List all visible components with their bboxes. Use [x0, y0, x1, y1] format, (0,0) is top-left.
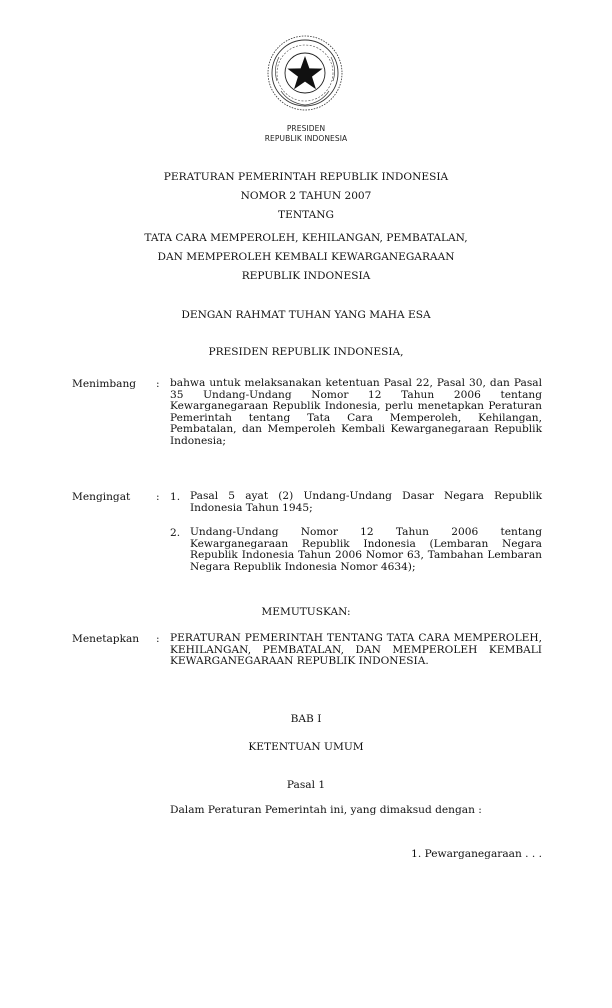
bab-title: KETENTUAN UMUM — [248, 741, 364, 753]
title-line-1: PERATURAN PEMERINTAH REPUBLIK INDONESIA — [163, 171, 449, 183]
menimbang-label: Menimbang — [72, 378, 137, 390]
mengingat-item-2-text: Undang-Undang Nomor 12 Tahun 2006 tentang Kewarganegaraan Republik Indonesia (Lembaran Negara Republik Indonesia Tahun 2006 Nomor 63, Tambahan Lembaran Negara Republik Indonesia Nomor 4634); — [190, 526, 542, 573]
menetapkan-text: PERATURAN PEMERINTAH TENTANG TATA CARA MEMPEROLEH, KEHILANGAN, PEMBATALAN, DAN MEMPEROLEH KEMBALI KEWARGANEGARAAN REPUBLIK INDONESIA. — [170, 632, 542, 668]
memutuskan-heading: MEMUTUSKAN: — [261, 606, 351, 618]
mengingat-label: Mengingat — [72, 491, 131, 503]
garuda-star-emblem — [265, 33, 345, 113]
bab-number: BAB I — [290, 713, 322, 725]
title-line-3: TENTANG — [278, 209, 334, 221]
mengingat-colon: : — [156, 491, 160, 503]
mengingat-item-2-number: 2. — [170, 527, 181, 539]
menimbang-colon: : — [156, 378, 160, 390]
menetapkan-label: Menetapkan — [72, 633, 140, 645]
title-line-2: NOMOR 2 TAHUN 2007 — [240, 190, 372, 202]
title-line-5: DAN MEMPEROLEH KEMBALI KEWARGANEGARAAN — [157, 251, 455, 263]
pasal-intro: Dalam Peraturan Pemerintah ini, yang dimaksud dengan : — [170, 804, 482, 816]
page-continuation: 1. Pewarganegaraan . . . — [411, 848, 542, 860]
preamble-rahmat: DENGAN RAHMAT TUHAN YANG MAHA ESA — [181, 309, 431, 321]
menetapkan-colon: : — [156, 633, 160, 645]
pasal-title: Pasal 1 — [286, 779, 326, 791]
title-line-4: TATA CARA MEMPEROLEH, KEHILANGAN, PEMBATALAN, — [144, 232, 468, 244]
title-line-6: REPUBLIK INDONESIA — [241, 270, 371, 282]
seal-text-republik: REPUBLIK INDONESIA — [264, 134, 348, 143]
preamble-presiden: PRESIDEN REPUBLIK INDONESIA, — [208, 346, 404, 358]
mengingat-item-1-number: 1. — [170, 491, 181, 503]
seal-text-presiden: PRESIDEN — [286, 124, 326, 133]
menimbang-text: bahwa untuk melaksanakan ketentuan Pasal 22, Pasal 30, dan Pasal 35 Undang-Undang Nomor 12 Tahun 2006 tentang Kewarganegaraan Republik Indonesia, perlu menetapkan Peraturan Pemerintah tentang Tata Cara Memperoleh, Kehilangan, Pembatalan, dan Memperoleh Kembali Kewarganegaraan Republik Indonesia; — [170, 377, 542, 447]
mengingat-item-1-text: Pasal 5 ayat (2) Undang-Undang Dasar Negara Republik Indonesia Tahun 1945; — [190, 490, 542, 514]
